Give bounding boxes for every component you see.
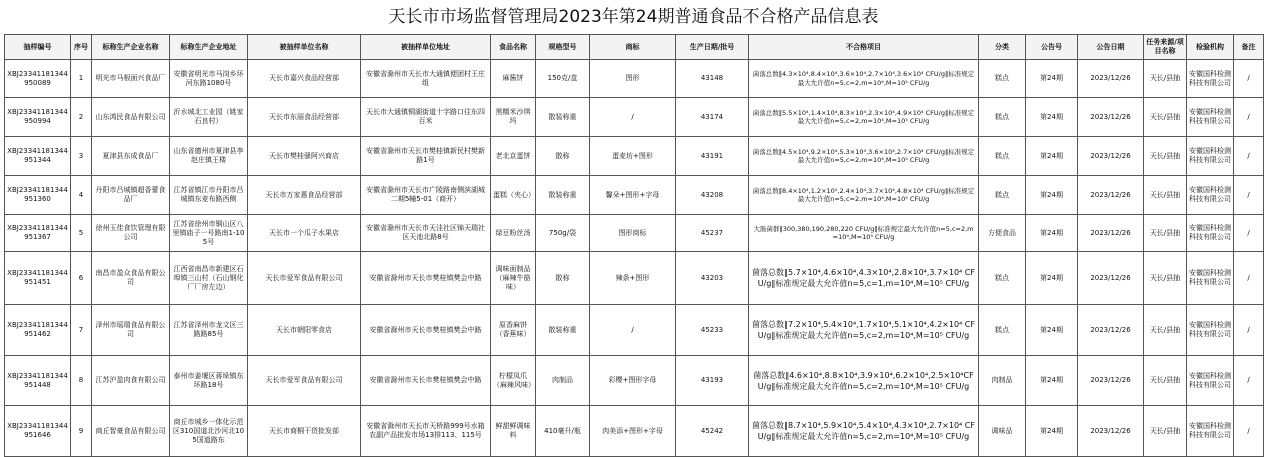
- cell-inspection-agency: 安徽国科检测科技有限公司: [1187, 98, 1234, 137]
- cell-inspection-agency: 安徽国科检测科技有限公司: [1187, 137, 1234, 176]
- cell-remarks: /: [1234, 137, 1264, 176]
- cell-serial-no: 1: [71, 60, 92, 98]
- cell-inspection-agency: 安徽国科检测科技有限公司: [1187, 305, 1234, 356]
- table-row: [5, 98, 1264, 137]
- cell-failed-items: 菌落总数‖4.5×10⁴,9.2×10⁴,5.3×10⁴,3.6×10⁴,2.7×10⁴ CFU/g‖标准规定最大允许值n=5,c=2,m=10⁴,M=10⁵ CFU/g: [749, 137, 979, 176]
- cell-spec: 410毫升/瓶: [536, 406, 590, 457]
- cell-spec: 散装称重: [536, 305, 590, 356]
- cell-inspection-agency: 安徽国科检测科技有限公司: [1187, 252, 1234, 305]
- cell-task-source: 天长/县抽: [1144, 98, 1187, 137]
- cell-failed-items: 菌落总数‖5.5×10⁴,1.4×10⁴,8.3×10⁴,2.3×10⁴,4.9×10⁴ CFU/g‖标准规定最大允许值n=5,c=2,m=10⁴,M=10⁵ CFU/g: [749, 98, 979, 137]
- cell-notice-no: 第24期: [1026, 176, 1078, 215]
- header-cell: 商标: [590, 35, 676, 60]
- cell-manufacturer-name: 丹阳市吕城镇超香蕾食品厂: [92, 176, 170, 215]
- cell-notice-date: 2023/12/26: [1078, 137, 1144, 176]
- cell-notice-no: 第24期: [1026, 252, 1078, 305]
- cell-sample-id: XBJ23341181344950089: [5, 60, 71, 98]
- cell-remarks: /: [1234, 406, 1264, 457]
- cell-sampled-unit-name: 天长市爱军食品有限公司: [248, 356, 361, 406]
- cell-notice-no: 第24期: [1026, 215, 1078, 252]
- cell-sampled-unit-address: 安徽省滁州市天长市大通镇便团村王庄组: [361, 60, 491, 98]
- cell-food-name: 麻酱饼: [491, 60, 536, 98]
- cell-notice-no: 第24期: [1026, 406, 1078, 457]
- cell-notice-no: 第24期: [1026, 60, 1078, 98]
- cell-sampled-unit-address: 安徽省滁州市天长市樊桂镇樊会中路: [361, 252, 491, 305]
- cell-sample-id: XBJ23341181344951360: [5, 176, 71, 215]
- cell-sampled-unit-name: 天长市爱军食品有限公司: [248, 252, 361, 305]
- cell-sample-id: XBJ23341181344951448: [5, 356, 71, 406]
- cell-production-date: 43203: [676, 252, 749, 305]
- cell-category: 肉制品: [979, 356, 1026, 406]
- cell-food-name: 黑糯米沙琪玛: [491, 98, 536, 137]
- table-body: [5, 60, 1264, 457]
- cell-task-source: 天长/县抽: [1144, 356, 1187, 406]
- cell-inspection-agency: 安徽国科检测科技有限公司: [1187, 60, 1234, 98]
- cell-trademark: 蛋麦坊+图形: [590, 137, 676, 176]
- cell-category: 调味品: [979, 406, 1026, 457]
- cell-notice-no: 第24期: [1026, 356, 1078, 406]
- cell-sampled-unit-name: 天长市东丽食品经营部: [248, 98, 361, 137]
- cell-trademark: 馨朵+图形+字母: [590, 176, 676, 215]
- cell-notice-date: 2023/12/26: [1078, 98, 1144, 137]
- cell-manufacturer-name: 徐州玉佳食饮管理有限公司: [92, 215, 170, 252]
- header-cell: 分类: [979, 35, 1026, 60]
- cell-task-source: 天长/县抽: [1144, 137, 1187, 176]
- cell-sampled-unit-address: 安徽省滁州市天长市樊桂镇樊会中路: [361, 356, 491, 406]
- cell-production-date: 43174: [676, 98, 749, 137]
- header-cell: 任务来源/项目名称: [1144, 35, 1187, 60]
- cell-inspection-agency: 安徽国科检测科技有限公司: [1187, 215, 1234, 252]
- cell-food-name: 蛋糕（夹心）: [491, 176, 536, 215]
- cell-failed-items: 菌落总数‖4.6×10⁴,8.8×10⁴,3.9×10⁴,6.2×10⁴,2.5×10⁴CFU/g‖标准规定最大允许值n=5,c=2,m=10⁴,M=10⁵ CFU/g: [749, 356, 979, 406]
- cell-category: 方便食品: [979, 215, 1026, 252]
- cell-sample-id: XBJ23341181344951462: [5, 305, 71, 356]
- cell-serial-no: 4: [71, 176, 92, 215]
- cell-failed-items: 菌落总数‖8.4×10⁴,1.2×10⁵,2.4×10⁴,3.7×10⁴,4.8×10⁴ CFU/g‖标准规定最大允许值n=5,c=2,m=10⁴,M=10⁵ CFU/g: [749, 176, 979, 215]
- cell-trademark: 图形: [590, 60, 676, 98]
- cell-sample-id: XBJ23341181344951451: [5, 252, 71, 305]
- cell-serial-no: 5: [71, 215, 92, 252]
- cell-failed-items: 菌落总数‖8.7×10⁴,5.9×10⁴,5.4×10⁴,4.3×10⁴,2.7×10⁴ CFU/g‖标准规定最大允许值n=5,c=2,m=10⁴,M=10⁵ CFU/g: [749, 406, 979, 457]
- cell-manufacturer-address: 泰州市姜堰区蒋垛镇东环路18号: [170, 356, 248, 406]
- cell-failed-items: 菌落总数‖4.3×10⁴,8.4×10⁴,3.6×10⁴,2.7×10⁴,3.6×10⁴ CFU/g‖标准规定最大允许值n=5,c=2,m=10⁴,M=10⁵ CFU/g: [749, 60, 979, 98]
- cell-inspection-agency: 安徽国科检测科技有限公司: [1187, 406, 1234, 457]
- cell-manufacturer-address: 江苏省泽州市龙文区三路路85号: [170, 305, 248, 356]
- cell-production-date: 45233: [676, 305, 749, 356]
- cell-remarks: /: [1234, 305, 1264, 356]
- cell-sampled-unit-address: 安徽省滁州市天长市天桥路999号水箱农副产品批发市场13排113、115号: [361, 406, 491, 457]
- cell-remarks: /: [1234, 60, 1264, 98]
- cell-notice-date: 2023/12/26: [1078, 305, 1144, 356]
- cell-notice-date: 2023/12/26: [1078, 406, 1144, 457]
- cell-remarks: /: [1234, 98, 1264, 137]
- cell-spec: 肉制品: [536, 356, 590, 406]
- cell-category: 糕点: [979, 98, 1026, 137]
- cell-spec: 散称: [536, 252, 590, 305]
- header-cell: 公告号: [1026, 35, 1078, 60]
- header-cell: 被抽样单位地址: [361, 35, 491, 60]
- page-title: 天长市市场监督管理局2023年第24期普通食品不合格产品信息表: [388, 7, 879, 27]
- cell-manufacturer-address: 江西省南昌市新建区石埠镇三山村（石山钢化厂厂房左边）: [170, 252, 248, 305]
- header-cell: 食品名称: [491, 35, 536, 60]
- cell-spec: 750g/袋: [536, 215, 590, 252]
- cell-sampled-unit-address: 安徽省滁州市天长市樊桂镇新民村樊新路1号: [361, 137, 491, 176]
- cell-manufacturer-address: 山东省德州市夏津县李赵庄镇王楼: [170, 137, 248, 176]
- cell-failed-items: 菌落总数‖5.7×10⁴,4.6×10⁴,4.3×10⁴,2.8×10⁴,3.7×10⁴ CFU/g‖标准规定最大允许值n=5,c=1,m=10⁴,M=10⁵ CFU/g: [749, 252, 979, 305]
- cell-sampled-unit-name: 天长市一个瓜子水果店: [248, 215, 361, 252]
- cell-notice-date: 2023/12/26: [1078, 60, 1144, 98]
- cell-production-date: 45242: [676, 406, 749, 457]
- cell-task-source: 天长/县抽: [1144, 406, 1187, 457]
- cell-notice-no: 第24期: [1026, 305, 1078, 356]
- header-cell: 生产日期/批号: [676, 35, 749, 60]
- cell-manufacturer-name: 泽州市瑶瑞食品有限公司: [92, 305, 170, 356]
- cell-sampled-unit-address: 安徽省滁州市天长市广陵路南侧滨湖城二期5幢5-01（商开）: [361, 176, 491, 215]
- cell-notice-date: 2023/12/26: [1078, 356, 1144, 406]
- table-row: [5, 406, 1264, 457]
- cell-trademark: 彩樱+图形字母: [590, 356, 676, 406]
- cell-trademark: 图形商标: [590, 215, 676, 252]
- cell-serial-no: 2: [71, 98, 92, 137]
- cell-failed-items: 大肠菌群‖300,380,190,280,220 CFU/g‖标准规定最大允许值n=5,c=2,m=10⁴,M=10⁵ CFU/g: [749, 215, 979, 252]
- cell-sampled-unit-name: 天长市朝阳零食店: [248, 305, 361, 356]
- cell-notice-date: 2023/12/26: [1078, 252, 1144, 305]
- cell-category: 糕点: [979, 252, 1026, 305]
- header-row: [5, 35, 1264, 60]
- cell-notice-no: 第24期: [1026, 137, 1078, 176]
- cell-serial-no: 8: [71, 356, 92, 406]
- cell-food-name: 调味面制品（麻辣牛筋味）: [491, 252, 536, 305]
- table-row: [5, 176, 1264, 215]
- header-cell: 公告日期: [1078, 35, 1144, 60]
- cell-serial-no: 7: [71, 305, 92, 356]
- cell-serial-no: 6: [71, 252, 92, 305]
- cell-production-date: 45237: [676, 215, 749, 252]
- cell-production-date: 43208: [676, 176, 749, 215]
- cell-category: 糕点: [979, 305, 1026, 356]
- table-row: [5, 137, 1264, 176]
- cell-category: 糕点: [979, 176, 1026, 215]
- cell-manufacturer-name: 夏津县东成食品厂: [92, 137, 170, 176]
- cell-sampled-unit-name: 天长市商桐干货批发部: [248, 406, 361, 457]
- header-cell: 不合格项目: [749, 35, 979, 60]
- cell-sample-id: XBJ23341181344950994: [5, 98, 71, 137]
- cell-remarks: /: [1234, 176, 1264, 215]
- header-cell: 标称生产企业名称: [92, 35, 170, 60]
- cell-spec: 散称: [536, 137, 590, 176]
- cell-manufacturer-address: 江苏省徐州市铜山区八里镇庙子一号路南1-105号: [170, 215, 248, 252]
- cell-production-date: 43193: [676, 356, 749, 406]
- cell-trademark: 辣条+图形: [590, 252, 676, 305]
- cell-serial-no: 9: [71, 406, 92, 457]
- cell-manufacturer-name: 南昌市盈众食品有限公司: [92, 252, 170, 305]
- cell-manufacturer-address: 安徽省明光市马岗乡环河东路1080号: [170, 60, 248, 98]
- cell-category: 糕点: [979, 137, 1026, 176]
- header-cell: 标称生产企业地址: [170, 35, 248, 60]
- data-table: [4, 34, 1264, 457]
- cell-failed-items: 菌落总数‖7.2×10⁴,5.4×10⁴,1.7×10⁴,5.1×10⁴,4.2×10⁴ CFU/g‖标准规定最大允许值n=5,c=2,m=10⁴,M=10⁵ CFU/g: [749, 305, 979, 356]
- cell-food-name: 老北京蛋饼: [491, 137, 536, 176]
- cell-sampled-unit-name: 天长市嘉兴食品经营部: [248, 60, 361, 98]
- table-row: [5, 252, 1264, 305]
- cell-sample-id: XBJ23341181344951367: [5, 215, 71, 252]
- cell-inspection-agency: 安徽国科检测科技有限公司: [1187, 356, 1234, 406]
- cell-food-name: 柠檬凤爪（麻辣风味）: [491, 356, 536, 406]
- cell-sampled-unit-address: 天长市大通镇铜湖街道十字路口往东四百米: [361, 98, 491, 137]
- cell-manufacturer-address: 沂水城北工业园（姚家石良村）: [170, 98, 248, 137]
- cell-trademark: 肉美添+图形+字母: [590, 406, 676, 457]
- cell-notice-date: 2023/12/26: [1078, 176, 1144, 215]
- cell-spec: 150克/盒: [536, 60, 590, 98]
- cell-serial-no: 3: [71, 137, 92, 176]
- cell-manufacturer-address: 江苏省镇江市丹阳市吕城镇东麦布路西侧: [170, 176, 248, 215]
- cell-food-name: 鲜甜鲜调味料: [491, 406, 536, 457]
- cell-manufacturer-name: 江苏沪盈肉食有限公司: [92, 356, 170, 406]
- table-row: [5, 60, 1264, 98]
- cell-food-name: 绿豆粉丝汤: [491, 215, 536, 252]
- cell-production-date: 43191: [676, 137, 749, 176]
- cell-task-source: 天长/县抽: [1144, 215, 1187, 252]
- header-cell: 检验机构: [1187, 35, 1234, 60]
- cell-food-name: 原香麻饼（香蕉味）: [491, 305, 536, 356]
- cell-remarks: /: [1234, 356, 1264, 406]
- cell-manufacturer-name: 商丘智豪食品有限公司: [92, 406, 170, 457]
- cell-sampled-unit-address: 安徽省滁州市天长市天洼社区锦天瑞社区天池北路8号: [361, 215, 491, 252]
- cell-manufacturer-name: 明光市马根面兴食品厂: [92, 60, 170, 98]
- cell-task-source: 天长/县抽: [1144, 252, 1187, 305]
- cell-manufacturer-address: 商丘市城乡一体化示范区310国道北沙河北105国道路东: [170, 406, 248, 457]
- cell-task-source: 天长/县抽: [1144, 305, 1187, 356]
- cell-sampled-unit-address: 安徽省滁州市天长市樊桂镇樊会中路: [361, 305, 491, 356]
- cell-remarks: /: [1234, 252, 1264, 305]
- table-row: [5, 356, 1264, 406]
- cell-task-source: 天长/县抽: [1144, 176, 1187, 215]
- cell-remarks: /: [1234, 215, 1264, 252]
- cell-category: 糕点: [979, 60, 1026, 98]
- header-cell: 被抽样单位名称: [248, 35, 361, 60]
- cell-manufacturer-name: 山东鸿民食品有限公司: [92, 98, 170, 137]
- cell-spec: 散装称重: [536, 176, 590, 215]
- cell-sample-id: XBJ23341181344951344: [5, 137, 71, 176]
- header-cell: 抽样编号: [5, 35, 71, 60]
- cell-spec: 散装称重: [536, 98, 590, 137]
- header-cell: 备注: [1234, 35, 1264, 60]
- cell-notice-no: 第24期: [1026, 98, 1078, 137]
- cell-production-date: 43148: [676, 60, 749, 98]
- header-cell: 规格型号: [536, 35, 590, 60]
- cell-trademark: /: [590, 305, 676, 356]
- cell-sample-id: XBJ23341181344951646: [5, 406, 71, 457]
- table-row: [5, 215, 1264, 252]
- cell-task-source: 天长/县抽: [1144, 60, 1187, 98]
- cell-sampled-unit-name: 天长市万家惠食品经营部: [248, 176, 361, 215]
- table-row: [5, 305, 1264, 356]
- cell-inspection-agency: 安徽国科检测科技有限公司: [1187, 176, 1234, 215]
- cell-sampled-unit-name: 天长市樊桂骚阿兴商店: [248, 137, 361, 176]
- cell-notice-date: 2023/12/26: [1078, 215, 1144, 252]
- cell-trademark: /: [590, 98, 676, 137]
- header-cell: 序号: [71, 35, 92, 60]
